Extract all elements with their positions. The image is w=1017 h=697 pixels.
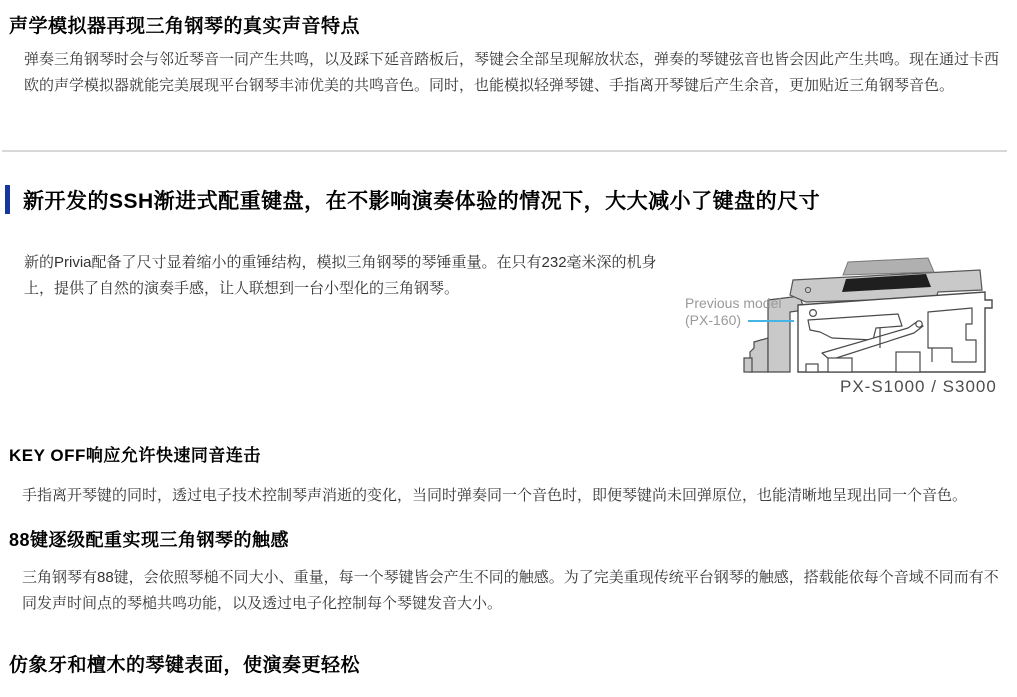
label-pointer-line <box>748 320 794 322</box>
previous-model-label <box>685 295 782 329</box>
body-88-keys: 三角钢琴有88键，会依照琴槌不同大小、重量，每一个琴键皆会产生不同的触感。为了完美重现传统平台钢琴的触感，搭载能依每个音域不同而有不同发声时间点的琴槌共鸣功能，以及透过电子化控制每个琴键发音大小。 <box>22 569 999 612</box>
heading-88-keys: 88键逐级配重实现三角钢琴的触感 <box>9 530 290 550</box>
heading-acoustic-simulator: 声学模拟器再现三角钢琴的真实声音特点 <box>9 16 361 37</box>
heading-key-off: KEY OFF响应允许快速同音连击 <box>9 446 261 465</box>
body-ssh-keyboard: 新的Privia配备了尺寸显着缩小的重锤结构，模拟三角钢琴的琴锤重量。在只有232毫米深的机身上，提供了自然的演奏手感，让人联想到一台小型化的三角钢琴。 <box>24 254 657 297</box>
previous-model-label-line1: Previous model <box>685 295 782 311</box>
previous-model-label-line2: (PX-160) <box>685 312 742 328</box>
keyboard-mechanism-diagram <box>670 250 1015 400</box>
body-key-off: 手指离开琴键的同时，透过电子技术控制琴声消逝的变化，当同时弹奏同一个音色时，即便琴键尚未回弹原位，也能清晰地呈现出同一个音色。 <box>22 487 968 504</box>
section-divider <box>2 150 1007 152</box>
heading-ssh-keyboard: 新开发的SSH渐进式配重键盘，在不影响演奏体验的情况下，大大减小了键盘的尺寸 <box>23 190 821 213</box>
heading-key-surface: 仿象牙和檀木的琴键表面，使演奏更轻松 <box>9 655 361 676</box>
body-acoustic-simulator: 弹奏三角钢琴时会与邻近琴音一同产生共鸣，以及踩下延音踏板后，琴键会全部呈现解放状态，弹奏的琴键弦音也皆会因此产生共鸣。现在通过卡西欧的声学模拟器就能完美展现平台钢琴丰沛优美的共鸣音色。同时，也能模拟轻弹琴键、手指离开琴键后产生余音，更加贴近三角钢琴音色。 <box>24 51 1000 94</box>
diagram-caption: PX-S1000 / S3000 <box>840 377 997 396</box>
accent-bar <box>5 185 10 214</box>
new-model-mechanism <box>798 292 992 372</box>
